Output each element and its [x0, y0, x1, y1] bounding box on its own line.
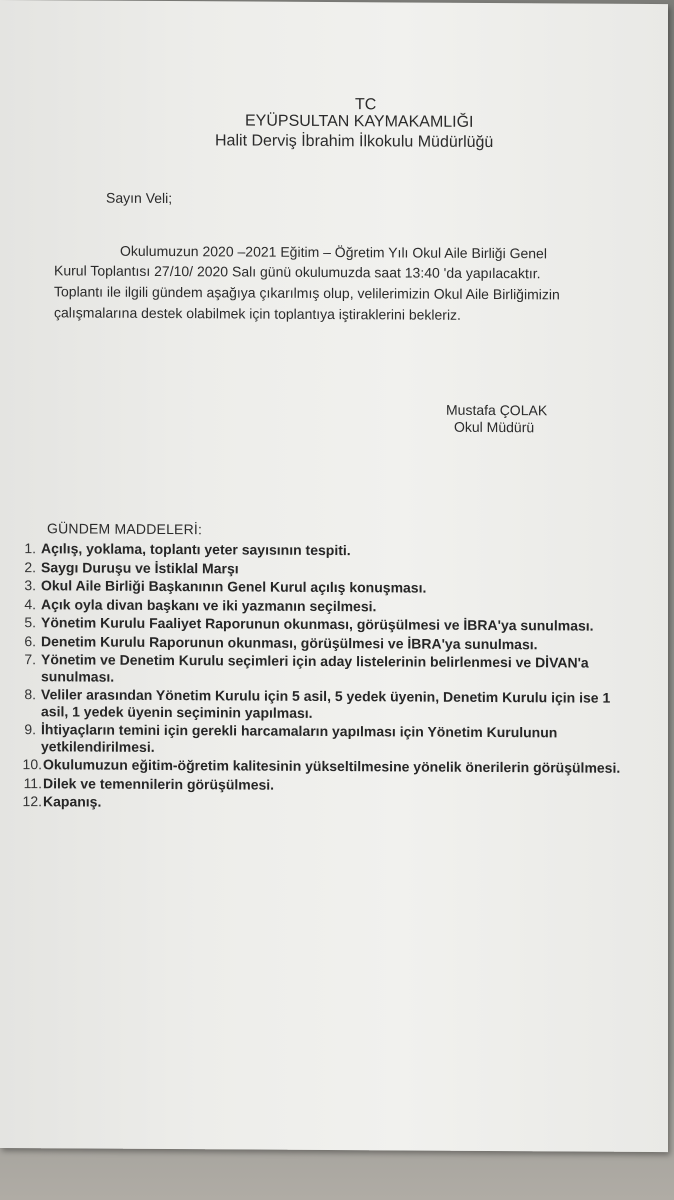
greeting: Sayın Veli;	[106, 189, 173, 207]
agenda-item	[10, 756, 660, 776]
agenda-number: 4.	[24, 595, 36, 612]
agenda-number: 11.	[23, 774, 42, 791]
header-kaymakamlik: EYÜPSULTAN KAYMAKAMLIĞI	[245, 112, 474, 131]
agenda-number: 7.	[24, 651, 36, 668]
agenda-text: Denetim Kurulu Raporunun okunması, görüşülmesi ve İBRA'ya sunulması.	[41, 632, 538, 652]
agenda-item	[10, 596, 660, 616]
agenda-item	[10, 633, 660, 653]
agenda-item	[10, 775, 660, 795]
agenda-number: 1.	[24, 540, 36, 557]
agenda-number: 3.	[24, 577, 36, 594]
body-line: Okulumuzun 2020 –2021 Eğitim – Öğretim Yılı Okul Aile Birliği Genel	[120, 242, 547, 262]
agenda-item	[10, 686, 660, 723]
header-school: Halit Derviş İbrahim İlkokulu Müdürlüğü	[215, 132, 494, 152]
header-tc: TC	[355, 96, 377, 114]
body-line: Toplantı ile ilgili gündem aşağıya çıkarılmış olup, velilerimizin Okul Aile Birliğimizin	[54, 283, 560, 303]
signature-title: Okul Müdürü	[454, 418, 535, 436]
agenda-text: Yönetim Kurulu Faaliyet Raporunun okunması, görüşülmesi ve İBRA'ya sunulması.	[41, 614, 594, 634]
agenda-number: 10.	[22, 756, 42, 773]
agenda-text: Okulumuzun eğitim-öğretim kalitesinin yükseltilmesine yönelik önerilerin görüşülmesi.	[43, 756, 621, 776]
agenda-text: Kapanış.	[43, 793, 102, 810]
agenda-text: Veliler arasından Yönetim Kurulu için 5 asil, 5 yedek üyenin, Denetim Kurulu için ise 1 asil, 1 yedek üyenin seçiminin yapılması.	[41, 686, 611, 721]
agenda-item	[10, 793, 660, 813]
agenda-text: Okul Aile Birliği Başkanının Genel Kurul açılış konuşması.	[41, 577, 427, 596]
agenda-number: 2.	[24, 558, 36, 575]
signature-name: Mustafa ÇOLAK	[446, 401, 548, 419]
agenda-item	[10, 651, 660, 688]
agenda-number: 5.	[24, 614, 36, 631]
agenda-text: Açık oyla divan başkanı ve iki yazmanın seçilmesi.	[41, 595, 377, 614]
agenda-title: GÜNDEM MADDELERİ:	[47, 520, 203, 538]
agenda-list	[10, 540, 660, 815]
agenda-number: 6.	[24, 632, 36, 649]
agenda-text: Saygı Duruşu ve İstiklal Marşı	[41, 558, 239, 576]
agenda-number: 9.	[24, 721, 36, 738]
agenda-text: Açılış, yoklama, toplantı yeter sayısının tespiti.	[41, 540, 351, 559]
agenda-text: Dilek ve temennilerin görüşülmesi.	[43, 774, 275, 793]
agenda-item	[10, 614, 660, 634]
agenda-number: 12.	[22, 793, 42, 810]
agenda-item	[10, 577, 660, 597]
agenda-item	[10, 721, 660, 758]
agenda-text: İhtiyaçların temini için gerekli harcamaların yapılması için Yönetim Kurulunun yetkilendirilmesi.	[41, 721, 558, 755]
agenda-item	[10, 559, 660, 579]
body-line: çalışmalarına destek olabilmek için toplantıya iştiraklerini bekleriz.	[54, 304, 461, 323]
body-line: Kurul Toplantısı 27/10/ 2020 Salı günü okulumuzda saat 13:40 'da yapılacaktır.	[54, 262, 541, 282]
agenda-text: Yönetim ve Denetim Kurulu seçimleri için aday listelerinin belirlenmesi ve DİVAN'a sunulması.	[41, 651, 589, 685]
agenda-item	[10, 540, 660, 560]
agenda-number: 8.	[24, 686, 36, 703]
